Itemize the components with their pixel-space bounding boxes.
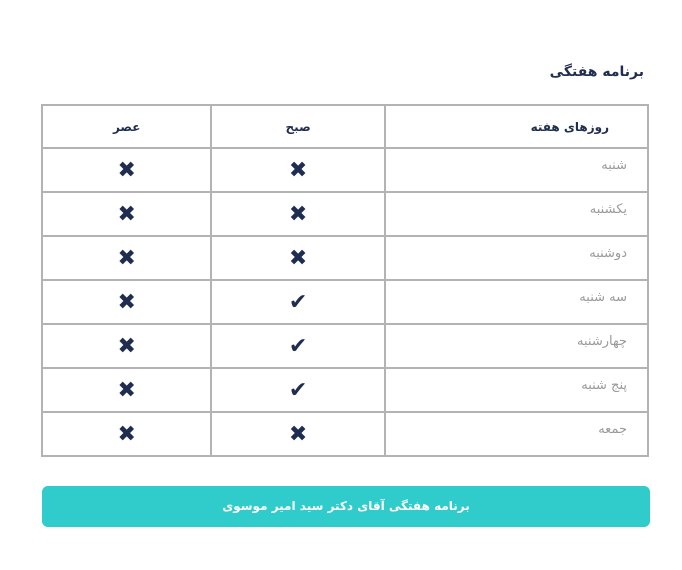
cross-icon: ✖ xyxy=(211,192,384,236)
check-icon: ✔ xyxy=(211,368,384,412)
day-cell xyxy=(385,280,648,324)
cross-icon: ✖ xyxy=(42,368,211,412)
cross-icon: ✖ xyxy=(42,236,211,280)
cross-icon: ✖ xyxy=(211,148,384,192)
table-row xyxy=(42,368,648,412)
day-label: یکشنبه xyxy=(589,201,627,217)
table-header-row xyxy=(42,105,648,148)
table-row xyxy=(42,280,648,324)
day-label: جمعه xyxy=(598,421,627,437)
check-icon: ✔ xyxy=(211,280,384,324)
day-label: دوشنبه xyxy=(589,245,627,261)
cross-icon: ✖ xyxy=(211,236,384,280)
header-days-of-week: روزهای هفته xyxy=(385,105,648,148)
day-cell xyxy=(385,192,648,236)
day-cell xyxy=(385,236,648,280)
cross-icon: ✖ xyxy=(211,412,384,456)
day-cell xyxy=(385,324,648,368)
header-morning: صبح xyxy=(211,105,384,148)
check-icon: ✔ xyxy=(211,324,384,368)
doctor-schedule-banner-button[interactable]: برنامه هفتگی آقای دکتر سید امیر موسوی xyxy=(42,486,650,527)
cross-icon: ✖ xyxy=(42,148,211,192)
day-label: سه شنبه xyxy=(579,289,627,305)
cross-icon: ✖ xyxy=(42,280,211,324)
table-row xyxy=(42,192,648,236)
header-afternoon: عصر xyxy=(42,105,211,148)
day-cell xyxy=(385,368,648,412)
page-title: برنامه هفتگی xyxy=(549,64,644,80)
day-label: چهارشنبه xyxy=(577,333,627,349)
day-label: پنج شنبه xyxy=(581,377,627,393)
day-cell xyxy=(385,412,648,456)
day-cell xyxy=(385,148,648,192)
table-row xyxy=(42,412,648,456)
cross-icon: ✖ xyxy=(42,192,211,236)
table-row xyxy=(42,324,648,368)
cross-icon: ✖ xyxy=(42,412,211,456)
table-row xyxy=(42,148,648,192)
table-row xyxy=(42,236,648,280)
weekly-schedule-table xyxy=(41,104,649,457)
day-label: شنبه xyxy=(601,157,627,173)
cross-icon: ✖ xyxy=(42,324,211,368)
